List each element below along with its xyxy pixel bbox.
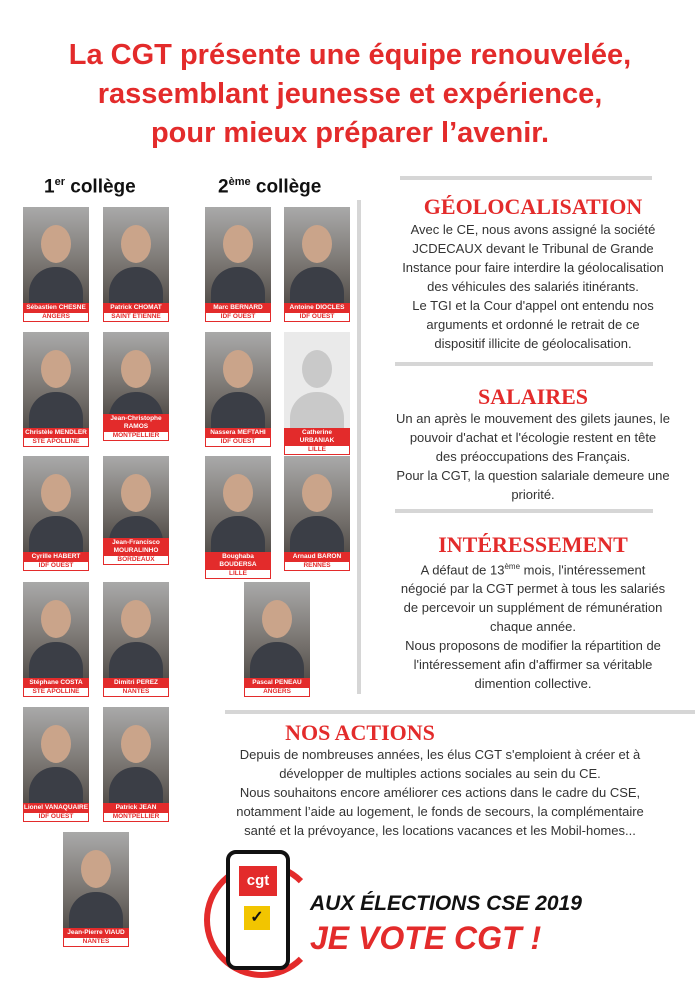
candidate-card: [23, 707, 89, 822]
candidate-card: [205, 456, 271, 579]
candidate-name: Marc BERNARD: [205, 303, 271, 313]
section-body-geolocalisation: [370, 220, 696, 353]
text-line: négocié par la CGT permet à tous les salariés: [400, 581, 666, 597]
candidate-name: Stéphane COSTA: [23, 678, 89, 688]
candidate-card: [284, 332, 350, 455]
text-line: des véhicules des salariés itinérants.: [427, 279, 639, 294]
text-line: chaque année.: [489, 619, 577, 635]
candidate-name: Antoine DIOCLES: [284, 303, 350, 313]
divider-line: [395, 509, 653, 513]
candidate-name: Jean-Christophe RAMOS: [103, 414, 169, 432]
college-2-heading: [218, 176, 321, 198]
candidate-photo: [205, 456, 271, 552]
candidate-name: Arnaud BARON: [284, 552, 350, 562]
text-line: santé et la prévoyance, les locations vacances et les Mobil-homes...: [244, 823, 636, 838]
candidate-card: [284, 207, 350, 322]
headline-line: pour mieux préparer l’avenir.: [150, 117, 550, 149]
candidate-city: STE APOLLINE: [23, 438, 89, 447]
candidate-city: ANGERS: [23, 313, 89, 322]
candidate-name: Dimitri PEREZ: [103, 678, 169, 688]
vertical-divider: [357, 200, 361, 694]
vote-banner: [198, 840, 580, 980]
text-line: de percevoir un supplément de rémunération: [403, 600, 663, 616]
candidate-city: NANTES: [63, 938, 129, 947]
candidate-card: [103, 207, 169, 322]
candidate-name: Catherine URBANIAK: [284, 428, 350, 446]
candidate-city: ANGERS: [244, 688, 310, 697]
candidate-city: LILLE: [284, 446, 350, 455]
college-2-number: 2: [218, 176, 229, 198]
candidate-photo: [23, 332, 89, 428]
text-line: Un an après le mouvement des gilets jaunes, le: [396, 411, 670, 426]
text-line: des préoccupations des Français.: [435, 449, 631, 464]
candidate-city: NANTES: [103, 688, 169, 697]
candidate-name: Jean-Francisco MOURALINHO: [103, 538, 169, 556]
text-fragment: mois, l'intéressement: [520, 562, 646, 578]
candidate-card: [244, 582, 310, 697]
placeholder-avatar-icon: [284, 332, 350, 428]
candidate-card: [23, 456, 89, 571]
candidate-card: [205, 332, 271, 447]
candidate-city: IDF OUEST: [23, 562, 89, 571]
text-line: [366, 557, 700, 579]
candidate-name: Nassera MEFTAHI: [205, 428, 271, 438]
candidate-name: Patrick CHOMAT: [103, 303, 169, 313]
candidate-photo: [23, 207, 89, 303]
cgt-logo: cgt: [239, 866, 277, 896]
college-2-word: collège: [250, 176, 322, 198]
text-line: dimention collective.: [474, 676, 592, 692]
candidate-name: Lionel VANAQUAIRE: [23, 804, 89, 811]
candidate-card: [103, 707, 169, 822]
candidate-photo: [284, 456, 350, 552]
candidate-photo: [244, 582, 310, 678]
banner-line-vote: JE VOTE CGT !: [310, 920, 542, 956]
candidate-city: SAINT ETIENNE: [103, 313, 169, 322]
section-body-salaires: [366, 409, 700, 504]
candidate-city: LILLE: [205, 570, 271, 579]
candidate-city: IDF OUEST: [284, 313, 350, 322]
candidate-photo: [23, 582, 89, 678]
candidate-photo: [205, 207, 271, 303]
candidate-card: [63, 832, 129, 947]
divider-line: [225, 710, 695, 714]
text-line: dispositif illicite de géolocalisation.: [434, 336, 632, 351]
college-1-word: collège: [64, 176, 136, 198]
banner-line-elections: AUX ÉLECTIONS CSE 2019: [310, 892, 582, 915]
candidate-card: [205, 207, 271, 322]
text-fragment: A défaut de 13: [420, 562, 505, 578]
text-line: développer de multiples actions sociales au sein du CE.: [279, 766, 601, 781]
candidate-card: [103, 332, 169, 441]
candidate-photo: [23, 707, 89, 803]
candidate-photo: [103, 582, 169, 678]
college-2-sup: ème: [228, 176, 251, 188]
section-title-geolocalisation: GÉOLOCALISATION: [423, 194, 643, 219]
text-line: Pour la CGT, la question salariale demeure une: [396, 468, 670, 483]
checkmark-icon: ✓: [244, 906, 270, 930]
candidate-city: IDF OUEST: [205, 438, 271, 447]
text-line: notamment l’aide au logement, le fonds de secours, la complémentaire: [236, 804, 644, 819]
candidate-name: Jean-Pierre VIAUD: [63, 928, 129, 938]
candidate-name: Patrick JEAN: [103, 803, 169, 813]
candidate-photo: [103, 207, 169, 303]
candidate-photo: [23, 456, 89, 552]
divider-line: [395, 362, 653, 366]
text-line: Depuis de nombreuses années, les élus CGT s'emploient à créer et à: [239, 747, 641, 762]
section-body-interessement: [366, 557, 700, 693]
text-line: Nous proposons de modifier la répartition de: [405, 638, 661, 654]
headline-line: La CGT présente une équipe renouvelée,: [68, 39, 632, 71]
headline: [0, 36, 700, 153]
candidate-name: Christèle MENDLER: [23, 428, 89, 438]
text-line: l'intéressement afin d'affirmer sa véritable: [413, 657, 653, 673]
candidate-city: IDF OUEST: [23, 813, 89, 822]
phone-icon: [226, 850, 290, 970]
candidate-city: MONTPELLIER: [103, 813, 169, 822]
section-title-actions: NOS ACTIONS: [285, 720, 435, 745]
candidate-photo: [284, 207, 350, 303]
candidate-city: RENNES: [284, 562, 350, 571]
text-line: Nous souhaitons encore améliorer ces actions dans le cadre du CSE,: [239, 785, 641, 800]
candidate-card: [23, 332, 89, 447]
candidate-city: IDF OUEST: [205, 313, 271, 322]
divider-line: [400, 176, 652, 180]
candidate-city: STE APOLLINE: [23, 688, 89, 697]
candidate-card: [23, 582, 89, 697]
candidate-photo: [103, 707, 169, 803]
text-line: Avec le CE, nous avons assigné la société: [410, 222, 656, 237]
text-line: priorité.: [511, 487, 555, 502]
text-line: Instance pour faire interdire la géolocalisation: [402, 260, 664, 275]
text-line: Le TGI et la Cour d'appel ont entendu nos: [412, 298, 654, 313]
candidate-name: Cyrille HABERT: [23, 552, 89, 562]
candidate-card: [23, 207, 89, 322]
college-1-heading: [44, 176, 136, 198]
candidate-photo: [103, 456, 169, 538]
candidate-name: Pascal PENEAU: [244, 678, 310, 688]
candidate-card: [103, 456, 169, 565]
section-body-actions: [186, 745, 694, 840]
section-title-salaires: SALAIRES: [477, 384, 589, 409]
section-title-interessement: INTÉRESSEMENT: [438, 532, 628, 557]
candidate-photo: [205, 332, 271, 428]
text-line: pouvoir d'achat et l'écologie restent en tête: [409, 430, 657, 445]
candidate-name: Sébastien CHESNE: [23, 303, 89, 313]
candidate-city: BORDEAUX: [103, 556, 169, 565]
candidate-photo: [103, 332, 169, 414]
text-line: JCDECAUX devant le Tribunal de Grande: [412, 241, 654, 256]
superscript: ème: [504, 562, 521, 571]
college-1-number: 1: [44, 176, 55, 198]
candidate-city: MONTPELLIER: [103, 432, 169, 441]
headline-line: rassemblant jeunesse et expérience,: [97, 78, 603, 110]
text-line: arguments et ordonné le retrait de ce: [426, 317, 640, 332]
candidate-photo: [63, 832, 129, 928]
candidate-card: [103, 582, 169, 697]
candidate-name: Boughaba BOUDERSA: [205, 552, 271, 570]
college-1-sup: er: [54, 176, 65, 188]
candidate-card: [284, 456, 350, 571]
